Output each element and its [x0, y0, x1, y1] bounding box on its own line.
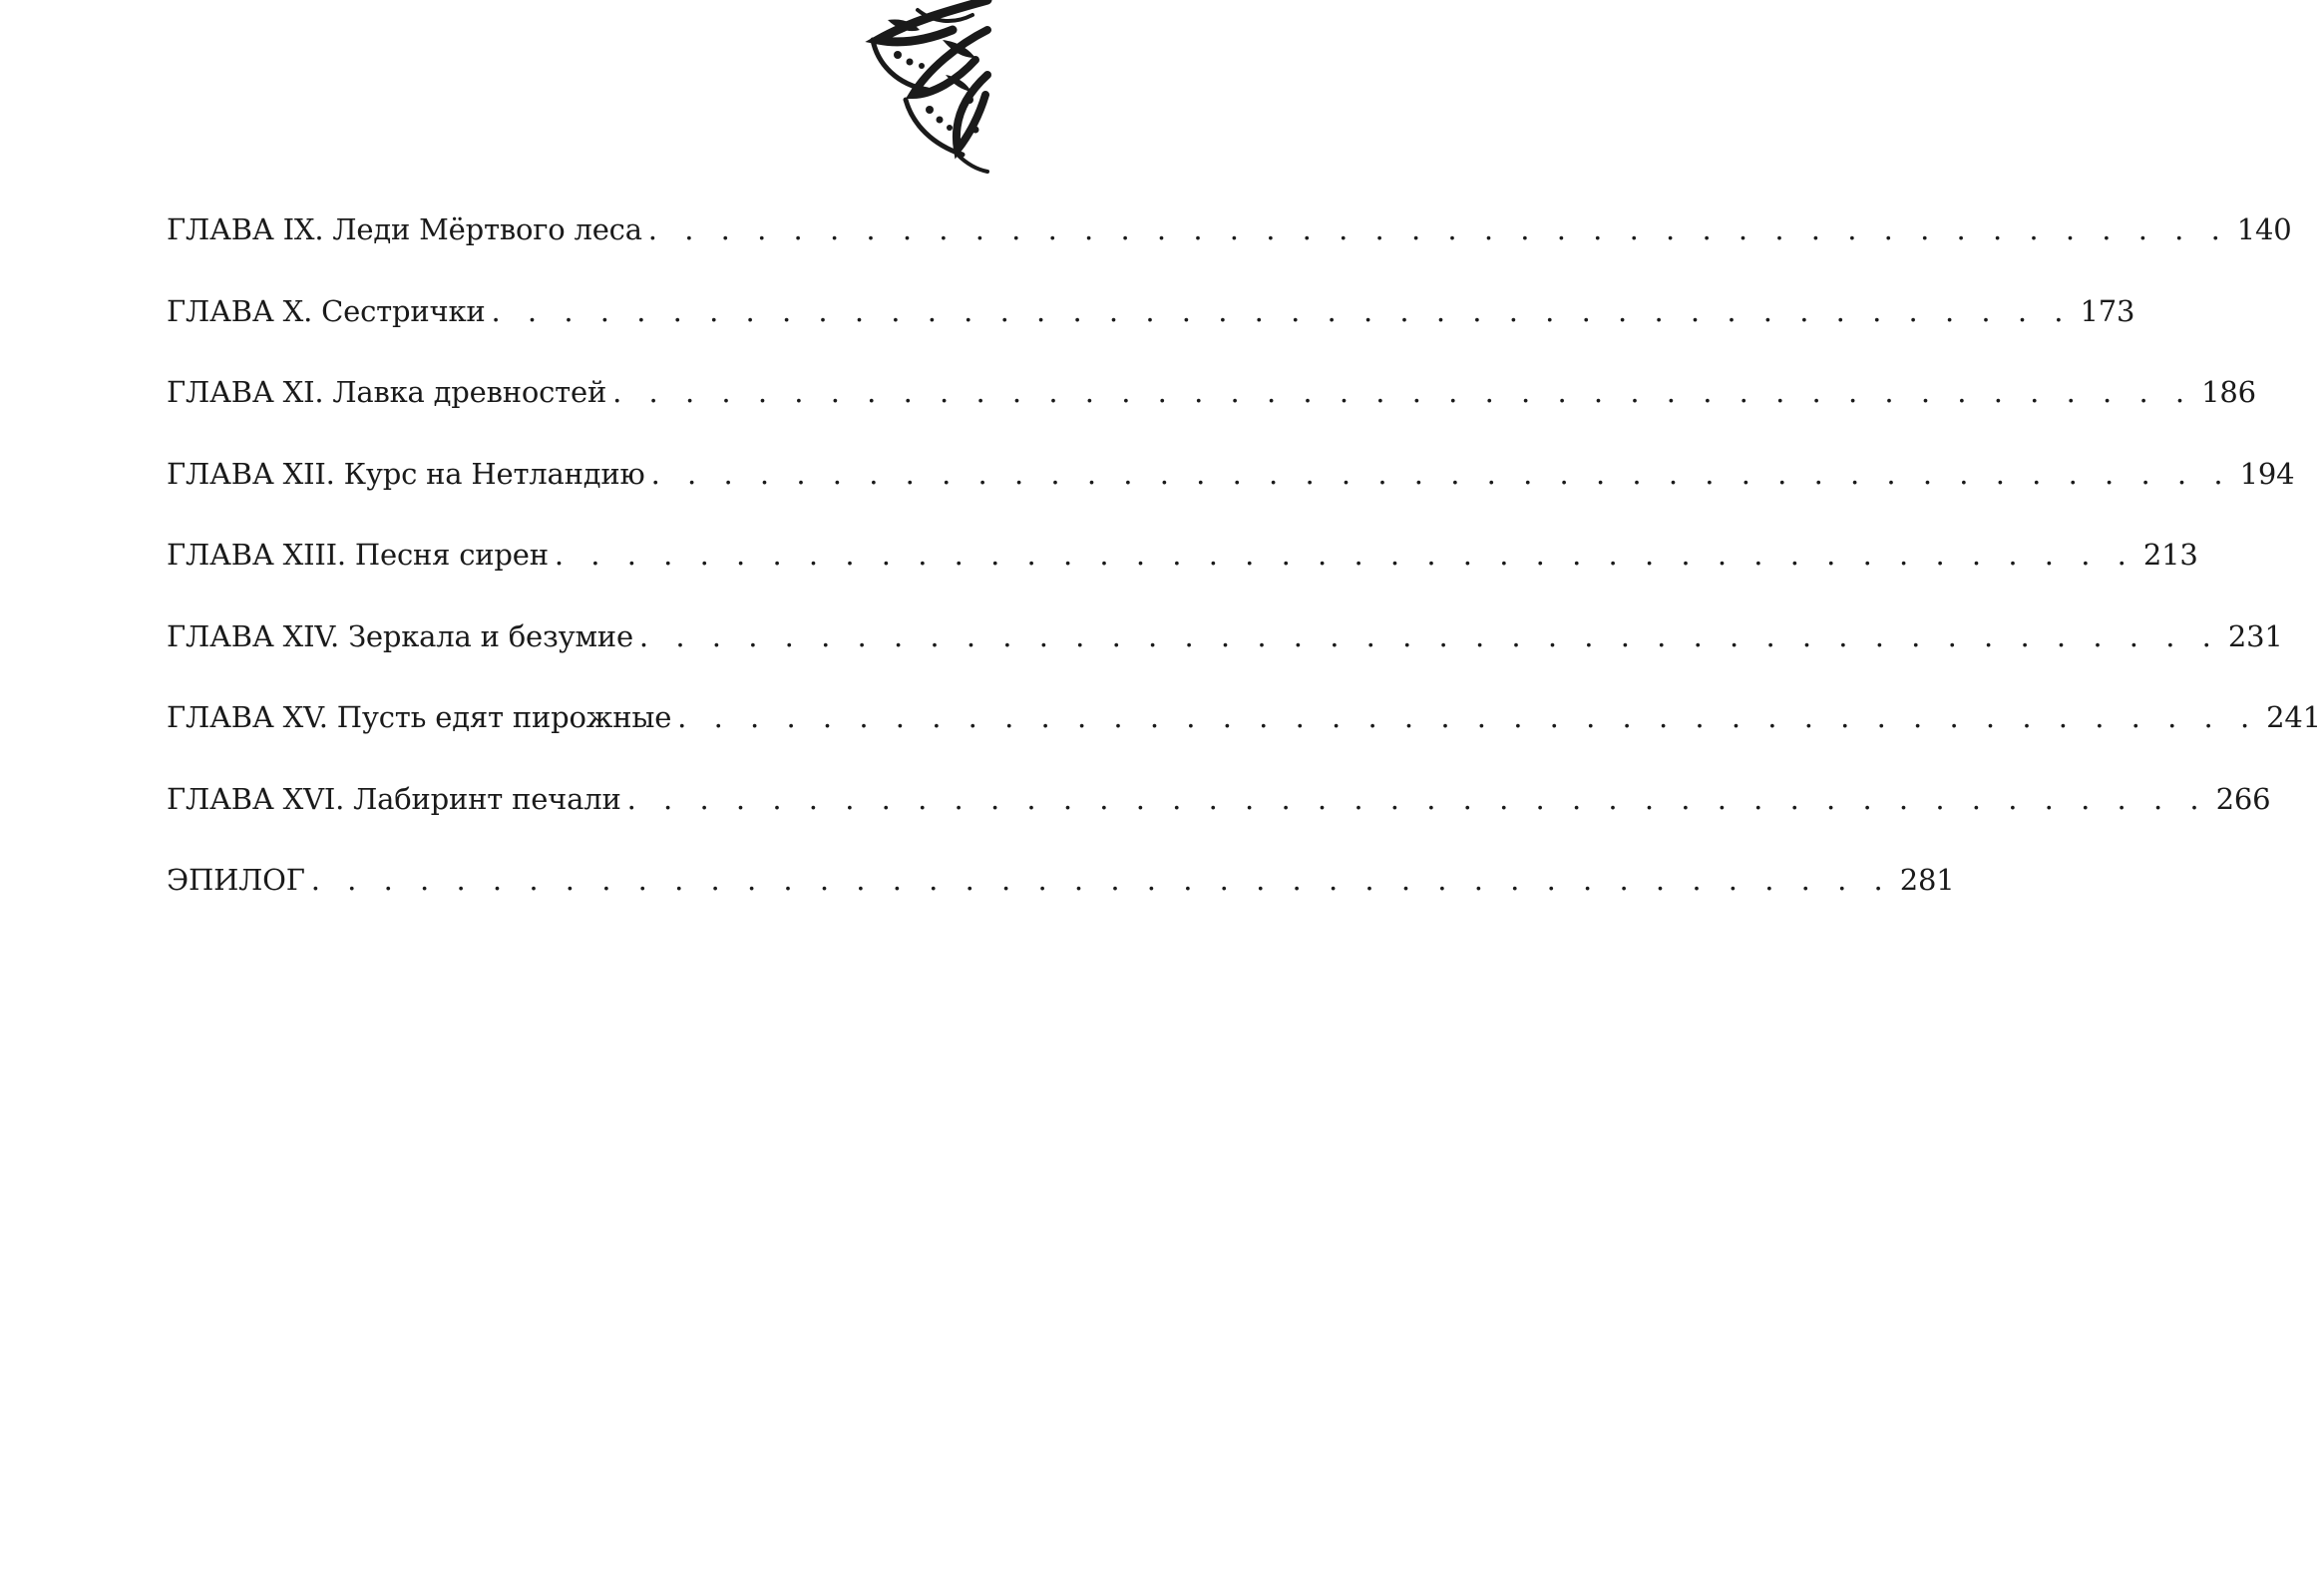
- toc-page-number: 186: [2201, 375, 2256, 409]
- toc-dot-leader: . . . . . . . . . . . . . . . . . . . . . . . . . . . . . . . . . . . . . . . . . . . .: [626, 781, 2208, 816]
- toc-dot-leader: . . . . . . . . . . . . . . . . . . . . . . . . . . . . . . . . . . . . . . . . . . . .: [650, 456, 2232, 491]
- toc-entry: [167, 863, 1955, 945]
- toc-entry: [167, 456, 2295, 539]
- ornate-corner-flourish-icon: [858, 0, 987, 175]
- toc-page-number: 281: [1899, 863, 1955, 897]
- toc-entry-title: ГЛАВА X. Сестрички: [167, 293, 486, 328]
- toc-entry: [167, 700, 2321, 782]
- toc-entry-title: ГЛАВА XII. Курс на Нетландию: [167, 456, 645, 491]
- toc-dot-leader: . . . . . . . . . . . . . . . . . . . . . . . . . . . . . . . . . . . . . . . . . . . .: [647, 212, 2229, 246]
- toc-entry: [167, 375, 2256, 457]
- toc-page-number: 266: [2215, 781, 2271, 816]
- toc-page-number: 173: [2080, 293, 2135, 328]
- toc-entry-title: ГЛАВА XV. Пусть едят пирожные: [167, 700, 672, 734]
- toc-dot-leader: . . . . . . . . . . . . . . . . . . . . . . . . . . . . . . . . . . . . . . . . . . . .: [310, 863, 1892, 897]
- toc-page-number: 241: [2266, 700, 2321, 734]
- toc-entry-title: ГЛАВА XVI. Лабиринт печали: [167, 781, 621, 816]
- toc-entry: [167, 781, 2271, 864]
- toc-page-number: 194: [2239, 456, 2295, 491]
- toc-page-number: 140: [2236, 212, 2292, 246]
- toc-dot-leader: . . . . . . . . . . . . . . . . . . . . . . . . . . . . . . . . . . . . . . . . . . . .: [491, 293, 2073, 328]
- toc-entry-title: ГЛАВА XI. Лавка древностей: [167, 375, 607, 409]
- toc-entry-title: ГЛАВА XIV. Зеркала и безумие: [167, 618, 633, 653]
- toc-dot-leader: . . . . . . . . . . . . . . . . . . . . . . . . . . . . . . . . . . . . . . . . . . . .: [677, 700, 2259, 734]
- toc-entry: [167, 538, 2198, 619]
- toc-dot-leader: . . . . . . . . . . . . . . . . . . . . . . . . . . . . . . . . . . . . . . . . . . . .: [612, 375, 2194, 409]
- toc-dot-leader: . . . . . . . . . . . . . . . . . . . . . . . . . . . . . . . . . . . . . . . . . . . .: [554, 538, 2135, 572]
- toc-entry: [167, 618, 2283, 701]
- table-of-contents: [167, 212, 2321, 945]
- toc-entry-title: ГЛАВА IX. Леди Мёртвого леса: [167, 212, 642, 246]
- toc-entry: [167, 212, 2292, 294]
- toc-entry: [167, 293, 2135, 376]
- toc-page-number: 231: [2227, 618, 2283, 653]
- toc-entry-title: ГЛАВА XIII. Песня сирен: [167, 538, 549, 572]
- toc-page-number: 213: [2142, 538, 2198, 572]
- toc-dot-leader: . . . . . . . . . . . . . . . . . . . . . . . . . . . . . . . . . . . . . . . . . . . .: [638, 618, 2220, 653]
- toc-entry-title: ЭПИЛОГ: [167, 863, 305, 897]
